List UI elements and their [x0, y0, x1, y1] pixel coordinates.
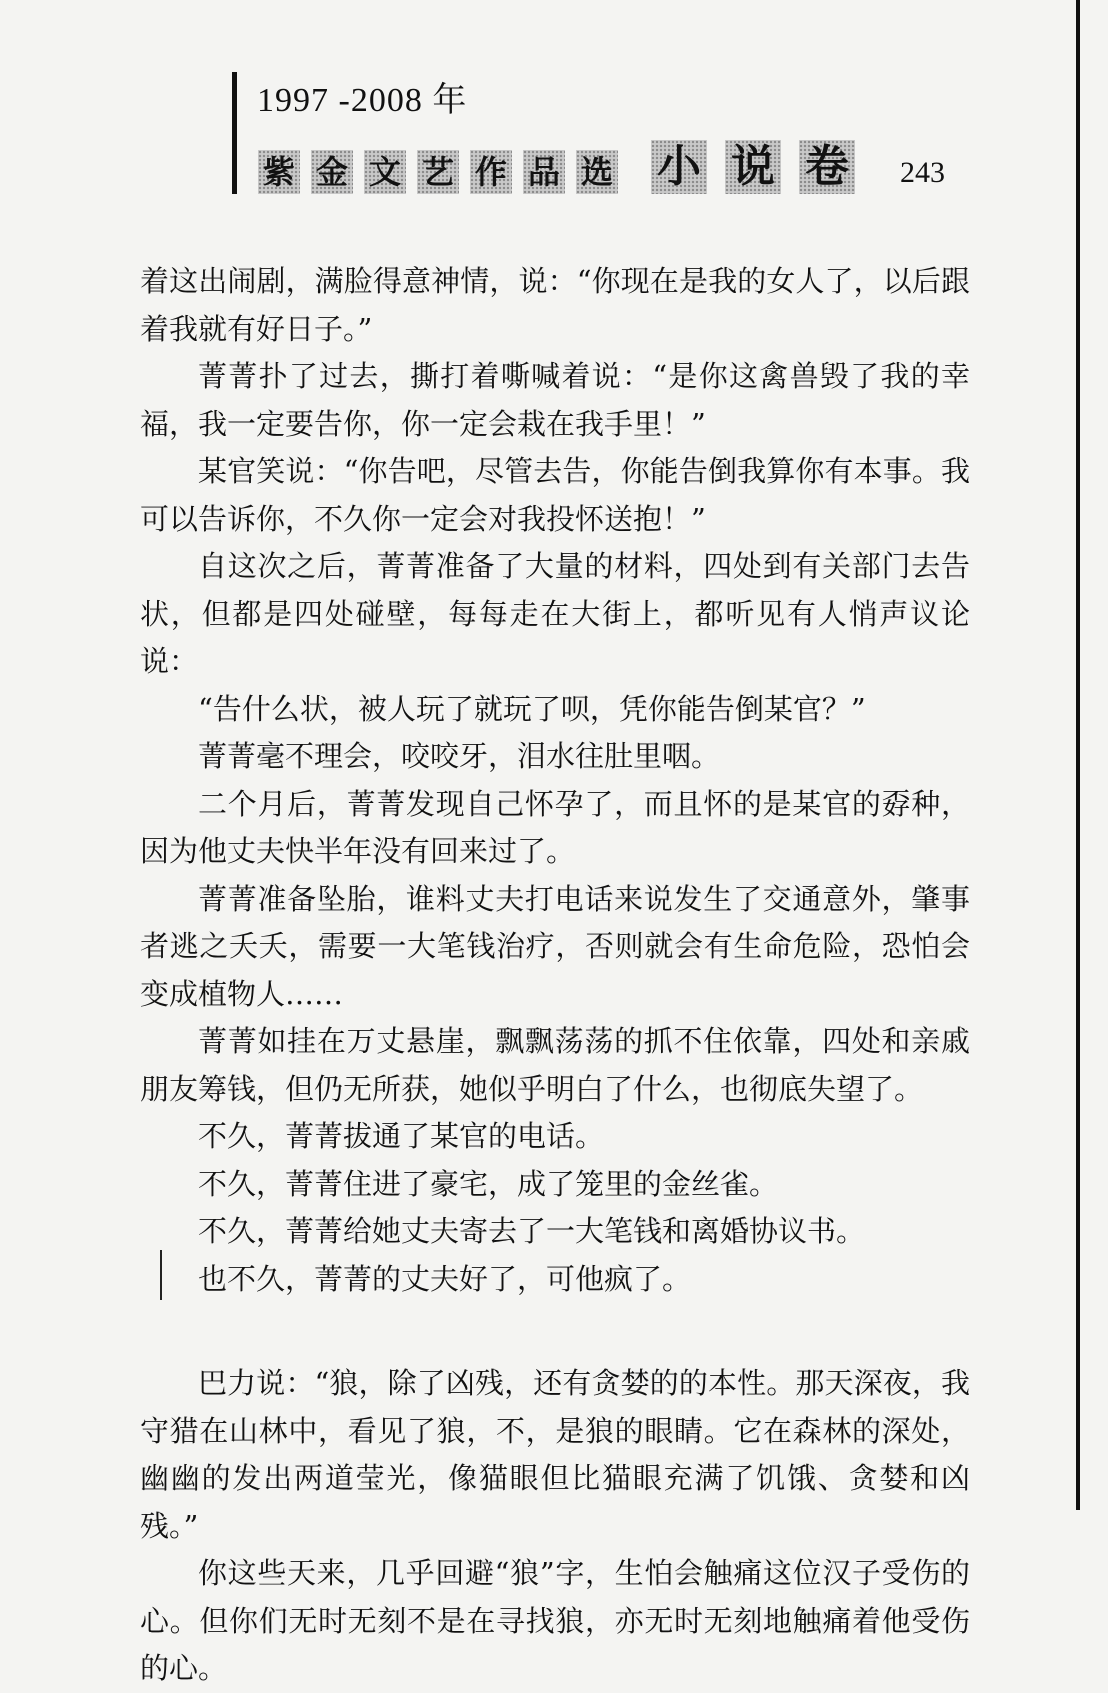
paragraph: 不久，菁菁拔通了某官的电话。 [198, 1119, 605, 1153]
series-char: 选 [576, 150, 618, 194]
section-break [140, 1303, 970, 1360]
paragraph: 二个月后，菁菁发现自己怀孕了，而且怀的是某官的孬种，因为他丈夫快半年没有回来过了。 [140, 786, 970, 868]
header-rule [232, 72, 237, 194]
paragraph: 某官笑说：“你告吧，尽管去告，你能告倒我算你有本事。我可以告诉你，不久你一定会对我投怀送抱！” [140, 454, 970, 536]
paragraph: “告什么状，被人玩了就玩了呗，凭你能告倒某官？” [198, 691, 866, 726]
paragraph: 自这次之后，菁菁准备了大量的材料，四处到有关部门去告状，但都是四处碰壁，每每走在大街上，都听见有人悄声议论说： [140, 549, 970, 678]
paragraph: 也不久，菁菁的丈夫好了，可他疯了。 [198, 1261, 692, 1296]
paragraph: 菁菁准备坠胎，谁料丈夫打电话来说发生了交通意外，肇事者逃之夭夭，需要一大笔钱治疗，否则就会有生命危险，恐怕会变成植物人…… [140, 881, 970, 1011]
paragraph: 着这出闹剧，满脸得意神情，说：“你现在是我的女人了，以后跟着我就有好日子。” [140, 264, 970, 346]
series-char: 艺 [417, 150, 459, 194]
volume-char: 小 [651, 140, 707, 194]
margin-rule [1076, 0, 1080, 1510]
paragraph: 菁菁毫不理会，咬咬牙，泪水往肚里咽。 [198, 739, 721, 773]
series-char: 紫 [258, 150, 300, 194]
series-char: 品 [523, 150, 565, 194]
paragraph: 不久，菁菁住进了豪宅，成了笼里的金丝雀。 [198, 1166, 779, 1201]
series-char: 文 [364, 150, 406, 194]
year-range: 1997 -2008 年 [257, 82, 468, 119]
paragraph: 你这些天来，几乎回避“狼”字，生怕会触痛这位汉子受伤的心。但你们无时无刻不是在寻找狼，亦无时无刻地触痛着他受伤的心。 [140, 1556, 970, 1685]
paragraph: 巴力说：“狼，除了凶残，还有贪婪的的本性。那天深夜，我守猎在山林中，看见了狼，不，是狼的眼睛。它在森林的深处，幽幽的发出两道莹光，像猫眼但比猫眼充满了饥饿、贪婪和凶残。” [140, 1366, 970, 1543]
body-text [140, 258, 970, 1693]
volume-char: 说 [725, 140, 781, 194]
paragraph: 菁菁如挂在万丈悬崖，飘飘荡荡的抓不住依靠，四处和亲戚朋友筹钱，但仍无所获，她似乎明白了什么，也彻底失望了。 [140, 1024, 970, 1106]
volume-char: 卷 [799, 140, 855, 194]
series-title [258, 140, 873, 194]
page-number: 243 [900, 156, 945, 189]
series-char: 作 [470, 150, 512, 194]
paragraph: 菁菁扑了过去，撕打着嘶喊着说：“是你这禽兽毁了我的幸福，我一定要告你，你一定会栽在我手里！” [140, 359, 970, 441]
paragraph: 不久，菁菁给她丈夫寄去了一大笔钱和离婚协议书。 [198, 1214, 866, 1248]
series-char: 金 [311, 150, 353, 194]
